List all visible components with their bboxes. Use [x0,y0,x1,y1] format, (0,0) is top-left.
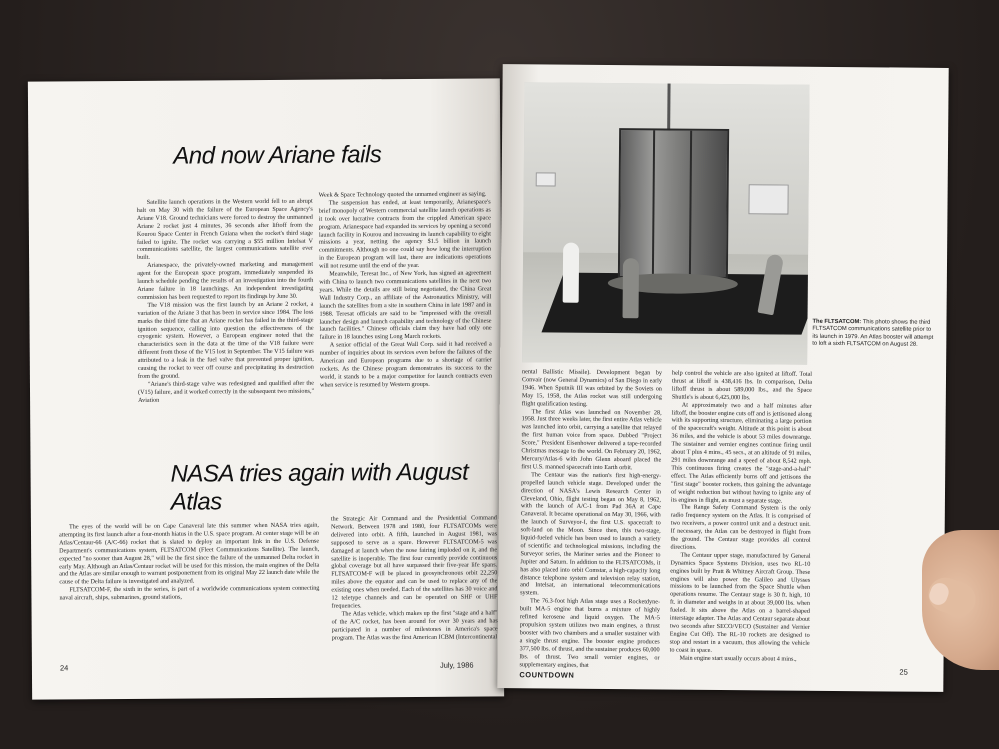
paragraph: FLTSATCOM-F, the sixth in the series, is part of a worldwide communications system connecting naval aircraft, ships, submarines, ground stations, [59,584,320,602]
photo-window [748,184,788,214]
headline-nasa-atlas: NASA tries again with August Atlas [170,458,469,516]
technician-figure [623,258,640,318]
article-atlas-col-1 [59,522,322,603]
page-number-left: 24 [59,663,69,673]
paragraph: The first Atlas was launched on November 28, 1958. Just three weeks later, the first entire Atlas vehicle was launched into orbit, carrying a satellite that relayed the first human voice from space. Dubbed "Project Score," President Eisenhower delivered a tape-recorded Christmas message to the world. On February 20, 1962, Mercury/Atlas-6 with John Glenn aboard placed the first U.S. manned spacecraft into Earth orbit. [521,407,662,472]
paragraph: The eyes of the world will be on Cape Canaveral late this summer when NASA tries again, attempting its first launch after a four-month hiatus in the U.S. space program. At center stage will be an Atlas/Centaur-66 (A/C-66) rocket that is slated to deploy an important link in the U.S. Defense Department's communications system, FLTSATCOM (Fleet Communications Satellite). The launch, expected "no sooner than August 28," will be the first since the failure of the unmanned Delta rocket in early May. Although an Atlas/Centaur rocket will be used for this mission, the main engines of the Delta and the Atlas are similar enough to warrant postponement from its original May 22 launch date while the cause of the Delta failure is investigated and analyzed. [58,521,320,586]
paragraph: The Range Safety Command System is the only radio frequency system on the Atlas. It is comprised of two receivers, a power control unit and a destruct unit. If necessary, the Atlas can be destroyed in flight from the ground. The Centaur stage provides all control directions. [670,504,811,551]
issue-date: July, 1986 [439,660,474,670]
magazine-name: COUNTDOWN [519,670,575,680]
caption-title: The FLTSATCOM: [812,318,862,326]
technician-figure [563,243,580,303]
paragraph: nental Ballistic Missile). Development began by Convair (now General Dynamics) of San Diego in early 1946. When Sputnik III was orbited by the Soviets on May 15, 1958, the Atlas rocket was still undergoing flight qualification testing. [521,368,663,408]
paragraph: The Centaur upper stage, manufactured by General Dynamics Space Systems Division, uses two RL-10 engines built by Pratt & Whitney Aircraft Group. These engines will also power the Galileo and Ulysses missions to be launched from the Space Shuttle when operations resume. The Centaur stage is 30 ft. high, 10 ft. in diameter and weighs in at about 39,000 lbs. when fueled. It sits above the Atlas on a barrel-shaped interstage adapter. The Atlas and Centaur separate about two seconds after SECO/VECO (Sustainer and Vernier Engine Cut Off). The RL-10 rockets are designed to stop and restart in a vacuum, thus allowing the vehicle to coast in space. [669,551,811,654]
paragraph: At approximately two and a half minutes after liftoff, the booster engine cuts off and is jettisoned along with its supporting structure, eliminating a large portion of the spacecraft's weight. Altitude at this point is about 36 miles, and the vehicle is about 53 miles downrange. The sustainer and vernier engines continue firing until about T plus 4 mins., 45 secs., at an altitude of 91 miles, 291 miles downrange and a speed of about 8,542 mph. This continuous firing creates the "stage-and-a-half" effect. The Atlas efficiently burns off and jettisons the "first stage" booster rockets, thus gaining the advantage of weight reduction but without having to ignite any of its engines in flight, as must a separate stage. [670,401,812,505]
paragraph: The V18 mission was the first launch by an Ariane 2 rocket, a variation of the Ariane 3 that has been in service since 1984. The loss marks the third time that an Ariane rocket has failed in the third-stage ignition sequence, calling into question the effectiveness of the cryogenic system. However, a European engineer noted that the characteristics seen in the data at the time of the V18 failure were different from those of the V15 lost in September. The V15 failure was attributed to a leak in the fuel valve that prevented proper ignition, causing the rocket to veer off course and precipitating its destruction from the ground. [137,300,314,380]
fltsatcom-satellite [618,128,729,279]
paragraph: The 76.3-foot high Atlas stage uses a Rocketdyne-built MA-5 engine that burns a mixture of highly refined kerosene and liquid oxygen. The MA-5 propulsion system utilizes two main engines, a thrust booster with two chambers and a smaller sustainer with a single thrust engine. The booster engine produces 377,500 lbs. of thrust, and the sustainer produces 60,000 lbs. of thrust. Two small vernier engines, or supplementary engines, that [519,597,661,669]
headline-ariane: And now Ariane fails [173,141,382,170]
article-ariane-col-1 [137,198,314,405]
photo-caption [812,319,934,350]
paragraph: A senior official of the Great Wall Corp. said it had received a number of inquiries about its services even before the failures of the American and European programs due to a shortage of carrier rockets. As the Chinese program demonstrates its success to the world, it stands to be a major competitor for launch contracts even when service is resumed by Western groups. [319,340,492,389]
paragraph: "Ariane's third-stage valve was redesigned and qualified after the (V15) failure, and it worked correctly in the subsequent two missions," Aviation [137,379,315,404]
paragraph: Satellite launch operations in the Western world fell to an abrupt halt on May 30 with the failure of the European Space Agency's Ariane V18. Ground technicians were forced to destroy the unmanned Ariane 2 rocket just 4 minutes, 36 seconds after liftoff from the Kourou Space Center in French Guiana when the rocket's third stage failed to ignite. The rocket was carrying a $55 million Intelsat V communications satellite, the largest communications satellite ever built. [136,197,314,262]
caption-text: This photo shows the third FLTSATCOM communications satellite prior to its launch in 1979. An Atlas booster will attempt to loft a sixth FLTSATCOM on August 28. [812,319,934,348]
article-atlas-col-2 [331,514,498,642]
article-ariane-col-2 [319,190,492,389]
paragraph: the Strategic Air Command and the Presidential Command Network. Between 1978 and 1980, four FLTSATCOMs were delivered into orbit. A fifth, launched in August 1981, was supposed to serve as a spare. However FLTSATCOM-5 was damaged at launch when the nose fairing imploded on it, and the satellite is inoperable. The first four currently provide continuous global coverage but all have surpassed their five-year life spans. FLTSATCOM-F will be placed in geosynchronous orbit 22,250 miles above the equator and can be used to replace any of the existing ones when needed. Each of the satellites has 30 voice and 12 teletype channels and can be operated on SHF or UHF frequencies. [330,514,498,610]
paragraph: The Centaur was the nation's first high-energy-propelled launch vehicle stage. Developed under the direction of NASA's Lewis Research Center in Cleveland, Ohio, flight testing began on May 8, 1962, with the launch of A/C-1 from Pad 36A at Cape Canaveral. It became operational on May 30, 1966, with the launch of Surveyor-I, the first U.S. spacecraft to soft-land on the Moon. Since then, this two-stage, liquid-fueled vehicle has been used to launch a variety of scientific and technological missions, including the Surveyor series, the Mariner series and the Pioneer to Jupiter and Saturn. In addition to the FLTSATCOMs, it has also placed into orbit Comstar, a high-capacity long distance telephone system and television relay station, and Intelsat, an international telecommunications system. [520,471,662,597]
page-number-right: 25 [899,667,908,677]
right-page [497,64,948,692]
satellite-photo [522,82,809,364]
article-atlas-col-4 [670,370,813,664]
left-page [28,78,504,699]
paragraph: Week & Space Technology quoted the unnamed engineer as saying. [318,190,487,199]
paragraph: Arianespace, the privately-owned marketing and management agent for the European space program, immediately suspended its launch schedule pending the results of an investigation into the fourth Ariane failure in 18 launchings. An independent investigating commission has been requested to report its findings by June 30. [137,260,314,301]
paragraph: Meanwhile, Teresat Inc., of New York, has signed an agreement with China to launch two communications satellites in the next two years. While the details are still being negotiated, the China Great Wall Industry Corp., an affiliate of the Astronautics Ministry, will launch the satellites from a site in southern China in late 1987 and in 1988. Teresat officials are said to be "impressed with the overall launcher design and launch capability and technology of the Chinese launch facilities." Chinese officials claim they have had only one failure in 18 launches using Long March rockets. [319,269,492,341]
paragraph: The Atlas vehicle, which makes up the first "stage and a half" of the A/C rocket, has been around for over 30 years and has participated in a number of milestones in America's space program. The Atlas was the first American ICBM (Intercontinental [331,609,498,642]
paragraph: The suspension has ended, at least temporarily, Arianespace's brief monopoly of Western commercial satellite launch operations as it took over lucrative contracts from the crippled American space program. Arianespace had expanded its services by opening a second launch facility in Kourou and increasing its launch capability to eight missions a year, netting the agency $1.5 billion in launch commitments. Although no one could say how long the interruption in the European program will last, there are indications operations will not resume until the end of the year. [318,198,492,270]
photo-mast [667,84,670,134]
paragraph: Main engine start usually occurs about 4 mins., [679,654,797,663]
paragraph: help control the vehicle are also ignited at liftoff. Total thrust at liftoff is 438,416 lbs. In comparison, Delta liftoff thrust is about 589,000 lbs., and the Space Shuttle's is about 6,425,000 lbs. [671,369,813,401]
article-atlas-col-3 [519,368,662,670]
photo-window [536,172,556,186]
